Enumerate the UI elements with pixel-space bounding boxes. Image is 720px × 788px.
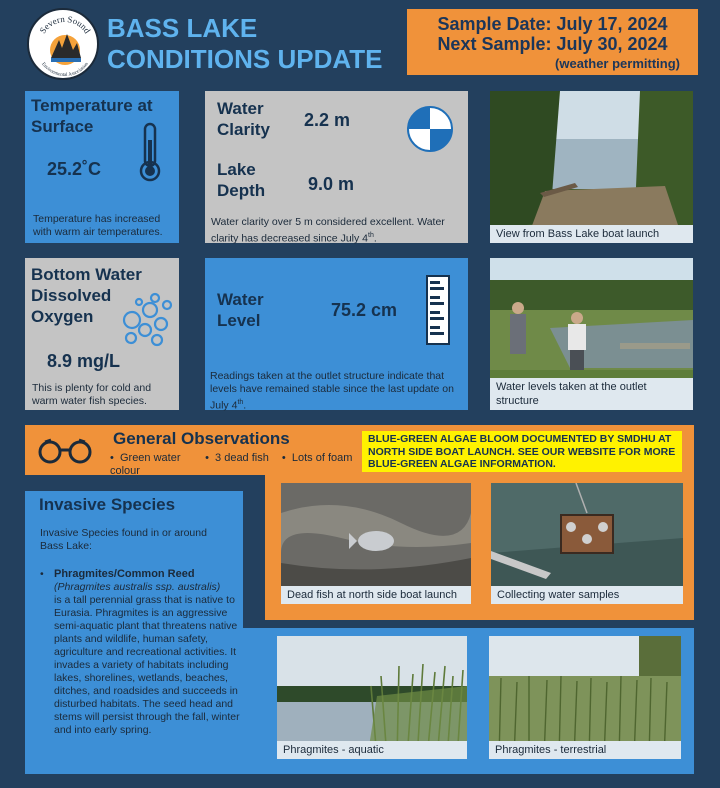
clarity-note-text: Water clarity over 5 m considered excellent. Water clarity has decreased since July 4 <box>211 216 445 245</box>
photo-phragmites-terrestrial <box>489 636 681 759</box>
page-title-line1: BASS LAKE <box>107 13 258 43</box>
binoculars-icon <box>37 438 93 464</box>
water-level-note-end: . <box>243 399 247 412</box>
oxygen-title-line3: Oxygen <box>31 307 94 326</box>
page-title-line2: CONDITIONS UPDATE <box>107 44 383 74</box>
level-gauge-icon <box>425 274 451 346</box>
temperature-value: 25.2˚C <box>47 159 102 179</box>
observation-item-text: 3 dead fish <box>215 452 269 464</box>
weather-note: (weather permitting) <box>555 56 680 71</box>
observations-panel <box>25 425 694 475</box>
thermometer-icon <box>137 122 163 182</box>
clarity-label-line1: Water <box>217 99 264 118</box>
clarity-label <box>217 98 270 140</box>
oxygen-note: This is plenty for cold and warm water fish species. <box>32 382 152 407</box>
invasive-title: Invasive Species <box>39 495 176 514</box>
water-level-note-sup: th <box>237 399 244 406</box>
species-scientific-name: (Phragmites australis ssp. australis) <box>54 581 221 593</box>
svg-text:Severn Sound <box>37 14 92 36</box>
algae-alert: BLUE-GREEN ALGAE BLOOM DOCUMENTED BY SMDHU AT NORTH SIDE BOAT LAUNCH. SEE OUR WEBSITE FOR MORE BLUE-GREEN ALGAE INFORMATION. <box>362 431 682 472</box>
photo-phragmites-aquatic <box>277 636 467 759</box>
temperature-panel <box>25 91 179 243</box>
next-sample-date: Next Sample: July 30, 2024 <box>437 34 668 54</box>
caption-boat-launch: View from Bass Lake boat launch <box>490 225 693 243</box>
clarity-label-line2: Clarity <box>217 120 270 139</box>
observation-item: • Green water colour <box>110 452 181 477</box>
bubbles-icon <box>117 290 175 348</box>
clarity-note-sup: th <box>368 232 374 239</box>
caption-dead-fish: Dead fish at north side boat launch <box>281 586 471 604</box>
observation-item: • Lots of foam <box>281 452 353 464</box>
clarity-note-end: . <box>373 232 377 245</box>
temperature-title-line2: Surface <box>31 117 94 136</box>
oxygen-title-line1: Bottom Water <box>31 265 142 284</box>
photo-dead-fish <box>281 483 471 604</box>
sample-date: Sample Date: July 17, 2024 <box>437 14 668 34</box>
oxygen-value: 8.9 mg/L <box>47 351 121 371</box>
depth-value: 9.0 m <box>308 174 355 194</box>
photo-samples <box>491 483 683 604</box>
temperature-note: Temperature has increased with warm air temperatures. <box>33 213 163 238</box>
clarity-value: 2.2 m <box>304 110 351 130</box>
depth-label <box>217 159 265 201</box>
species-entry <box>40 568 255 737</box>
depth-label-line1: Lake <box>217 160 256 179</box>
oxygen-title-line2: Dissolved <box>31 286 112 305</box>
species-description: is a tall perennial grass that is native to Eurasia. Phragmites is an aggressive semi-aquatic plant that threatens native plants and wildlife, human safety, agriculture and recreational activities. It invades a variety of habitats including lakes, shorelines, wetlands, beaches, ditches, and roadsides and succeeds in disturbed habitats. The seed head and stems will persist through the fall, winter and into early spring. <box>54 594 240 736</box>
observations-title: General Observations <box>113 429 290 448</box>
logo <box>27 8 99 80</box>
water-level-note <box>210 370 465 413</box>
oxygen-panel <box>25 258 179 410</box>
invasive-intro: Invasive Species found in or around Bass Lake: <box>40 527 207 552</box>
caption-outlet: Water levels taken at the outlet structure <box>490 378 693 410</box>
observation-item: • 3 dead fish <box>205 452 269 464</box>
observation-item-text: Green water colour <box>110 452 181 477</box>
logo-bottom-text: Environmental Association <box>40 61 90 79</box>
logo-top-text: Severn Sound <box>37 13 93 36</box>
caption-phragmites-aquatic: Phragmites - aquatic <box>277 741 467 759</box>
logo-emblem-icon <box>29 10 99 80</box>
water-level-label <box>217 289 264 331</box>
water-level-label-line1: Water <box>217 290 264 309</box>
caption-phragmites-terrestrial: Phragmites - terrestrial <box>489 741 681 759</box>
sample-dates-box <box>407 9 698 75</box>
water-level-value: 75.2 cm <box>331 300 398 320</box>
water-level-note-text: Readings taken at the outlet structure indicate that levels have remained stable since the last update on July 4 <box>210 370 454 412</box>
boat-launch-image <box>490 91 693 243</box>
temperature-title-line1: Temperature at <box>31 96 153 115</box>
observation-item-text: Lots of foam <box>291 452 353 464</box>
clarity-panel <box>205 91 468 243</box>
caption-samples: Collecting water samples <box>491 586 683 604</box>
species-name: Phragmites/Common Reed <box>54 568 195 580</box>
clarity-note <box>211 216 463 246</box>
depth-label-line2: Depth <box>217 181 266 200</box>
photo-boat-launch <box>490 91 693 243</box>
species-bullet: • <box>40 568 44 580</box>
secchi-disk-icon <box>406 105 454 153</box>
water-level-label-line2: Level <box>217 311 261 330</box>
water-level-panel <box>205 258 468 410</box>
photo-outlet <box>490 258 693 410</box>
